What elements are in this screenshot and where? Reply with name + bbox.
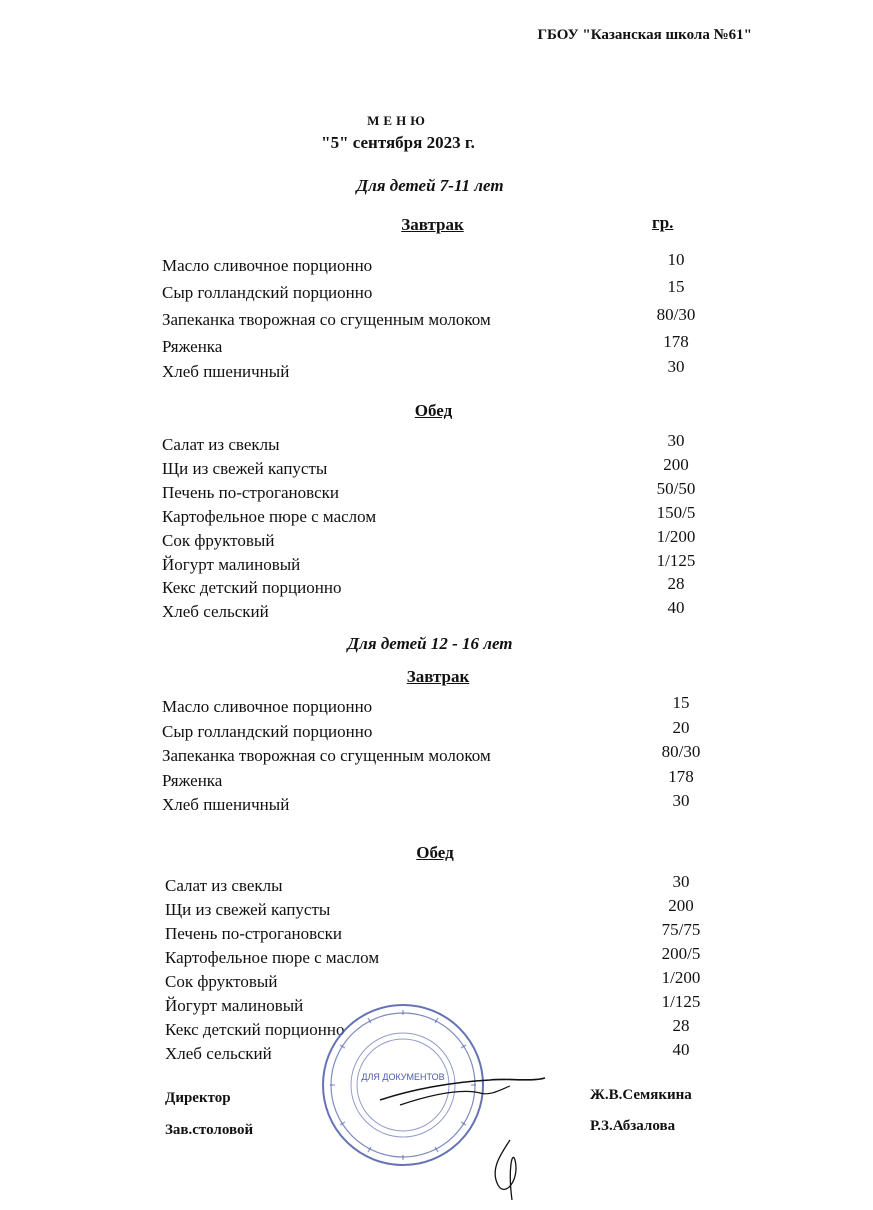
menu-date: "5" сентября 2023 г. <box>321 133 475 152</box>
menu-item-name: Щи из свежей капусты <box>165 900 331 919</box>
menu-item-amount: 178 <box>663 332 689 351</box>
menu-item-name: Печень по-строгановски <box>165 924 342 943</box>
menu-item-name: Масло сливочное порционно <box>162 256 373 275</box>
menu-item-name: Сок фруктовый <box>165 972 278 991</box>
menu-item-name: Ряженка <box>162 771 223 790</box>
menu-item-amount: 28 <box>667 574 685 593</box>
menu-item-amount: 15 <box>667 277 685 296</box>
menu-item-name: Ряженка <box>162 337 223 356</box>
school-name: ГБОУ "Казанская школа №61" <box>537 27 752 43</box>
menu-item-amount: 200 <box>663 455 689 474</box>
menu-item-name: Картофельное пюре с маслом <box>165 948 380 967</box>
menu-item-name: Кекс детский порционно <box>165 1020 345 1039</box>
menu-item-name: Печень по-строгановски <box>162 483 339 502</box>
menu-item-amount: 30 <box>672 872 690 891</box>
menu-item-amount: 1/125 <box>656 551 696 570</box>
menu-item-name: Масло сливочное порционно <box>162 697 373 716</box>
menu-item-amount: 80/30 <box>656 305 696 324</box>
stamp-text: ДЛЯ ДОКУМЕНТОВ <box>361 1072 445 1082</box>
lunch-title-7-11: Обед <box>414 401 453 420</box>
lunch-title-12-16: Обед <box>416 843 454 862</box>
menu-item-amount: 30 <box>672 791 690 810</box>
menu-item-name: Кекс детский порционно <box>162 578 342 597</box>
menu-item-amount: 15 <box>672 693 690 712</box>
menu-item-amount: 200 <box>668 896 694 915</box>
menu-item-name: Хлеб пшеничный <box>162 795 290 814</box>
menu-item-name: Салат из свеклы <box>162 435 280 454</box>
group-title-7-11: Для детей 7-11 лет <box>356 176 504 195</box>
menu-item-amount: 80/30 <box>661 742 701 761</box>
menu-item-amount: 30 <box>667 357 685 376</box>
menu-item-name: Хлеб пшеничный <box>162 362 290 381</box>
breakfast-title-7-11: Завтрак <box>401 215 464 234</box>
menu-item-amount: 30 <box>667 431 685 450</box>
menu-item-amount: 20 <box>672 718 690 737</box>
handwritten-signatures <box>340 1060 600 1210</box>
menu-title: МЕНЮ <box>367 113 429 128</box>
canteen-manager-name: Р.З.Абзалова <box>590 1118 676 1134</box>
menu-item-amount: 40 <box>672 1040 690 1059</box>
menu-item-amount: 1/200 <box>661 968 701 987</box>
menu-item-name: Картофельное пюре с маслом <box>162 507 377 526</box>
menu-item-amount: 200/5 <box>661 944 701 963</box>
menu-item-name: Йогурт малиновый <box>162 555 301 574</box>
menu-item-name: Салат из свеклы <box>165 876 283 895</box>
unit-header: гр. <box>652 213 674 232</box>
canteen-manager-label: Зав.столовой <box>165 1122 254 1138</box>
menu-item-amount: 28 <box>672 1016 690 1035</box>
menu-item-amount: 10 <box>667 250 685 269</box>
menu-item-amount: 1/200 <box>656 527 696 546</box>
menu-item-name: Щи из свежей капусты <box>162 459 328 478</box>
breakfast-title-12-16: Завтрак <box>406 667 470 686</box>
menu-item-name: Сок фруктовый <box>162 531 275 550</box>
menu-item-name: Йогурт малиновый <box>165 996 304 1015</box>
director-name: Ж.В.Семякина <box>590 1087 692 1103</box>
menu-item-amount: 50/50 <box>656 479 696 498</box>
menu-item-amount: 150/5 <box>656 503 696 522</box>
menu-item-name: Хлеб сельский <box>162 602 269 621</box>
director-label: Директор <box>165 1090 231 1106</box>
menu-item-amount: 1/125 <box>661 992 701 1011</box>
group-title-12-16: Для детей 12 - 16 лет <box>347 634 513 653</box>
menu-item-name: Запеканка творожная со сгущенным молоком <box>162 310 491 329</box>
menu-item-name: Сыр голландский порционно <box>162 283 373 302</box>
menu-item-name: Хлеб сельский <box>165 1044 272 1063</box>
menu-item-amount: 40 <box>667 598 685 617</box>
menu-item-amount: 75/75 <box>661 920 701 939</box>
menu-item-amount: 178 <box>668 767 694 786</box>
menu-item-name: Сыр голландский порционно <box>162 722 373 741</box>
menu-item-name: Запеканка творожная со сгущенным молоком <box>162 746 491 765</box>
